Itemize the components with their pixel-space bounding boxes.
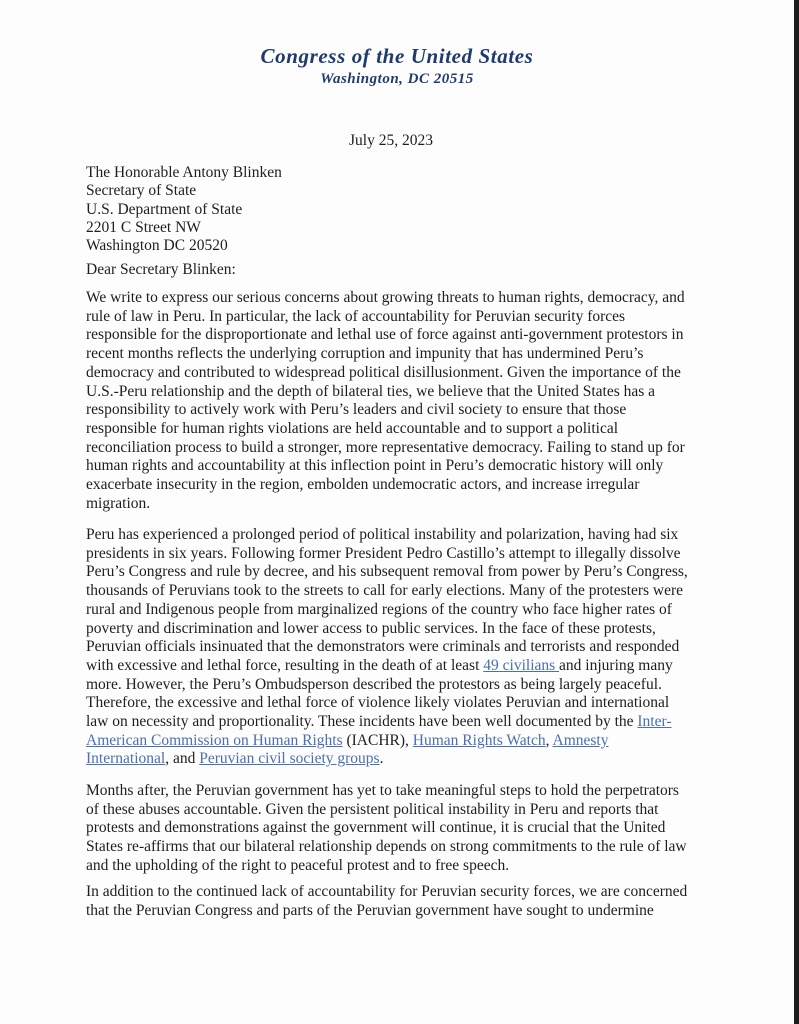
text-segment: with excessive and lethal force, resulting in the death of at least	[86, 656, 484, 674]
text-line	[86, 713, 736, 732]
recipient-city: Washington DC 20520	[86, 237, 228, 255]
text-line: U.S.-Peru relationship and the depth of bilateral ties, we believe that the United States has a	[86, 382, 656, 400]
text-segment: .	[379, 750, 384, 768]
text-line: reconciliation process to build a stronger, more representative democracy. Failing to stand up for	[86, 438, 685, 456]
text-line: responsible for human rights violations are held accountable and to support a political	[86, 419, 619, 437]
text-line: Peruvian officials insinuated that the demonstrators were criminals and terrorists and responded	[86, 638, 680, 656]
text-segment: ,	[545, 731, 553, 749]
text-line: States re-affirms that our bilateral relationship depends on strong commitments to the rule of law	[86, 838, 687, 856]
letterhead	[0, 44, 794, 89]
text-segment: law on necessity and proportionality. These incidents have been well documented by the	[86, 713, 638, 731]
text-segment: and injuring many	[559, 656, 673, 674]
text-line: of these abuses accountable. Given the persistent political instability in Peru and reports that	[86, 800, 659, 818]
text-line: exacerbate insecurity in the region, embolden undemocratic actors, and increase irregular	[86, 476, 640, 494]
recipient-street: 2201 C Street NW	[86, 218, 201, 236]
window-edge	[794, 0, 799, 1024]
salutation: Dear Secretary Blinken:	[86, 261, 236, 278]
recipient-title: Secretary of State	[86, 182, 197, 200]
text-line: human rights and accountability at this inflection point in Peru’s democratic history will only	[86, 457, 664, 475]
text-line: more. However, the Peru’s Ombudsperson described the protestors as being largely peaceful.	[86, 675, 662, 693]
letterhead-subtitle: Washington, DC 20515	[320, 71, 474, 87]
recipient-department: U.S. Department of State	[86, 200, 243, 218]
recipient-address	[86, 164, 282, 255]
link-iachr[interactable]: Inter-	[637, 713, 672, 731]
text-line: responsible for the disproportionate and lethal use of force against anti-government protestors in	[86, 326, 684, 344]
paragraph-2	[86, 526, 736, 769]
letter-date: July 25, 2023	[349, 132, 433, 149]
text-line: responsibility to actively work with Peru’s leaders and civil society to ensure that those	[86, 401, 627, 419]
text-line: recent months reflects the underlying corruption and impunity that has undermined Peru’s	[86, 345, 644, 363]
paragraph-3	[86, 782, 736, 876]
text-line: democracy and contributed to widespread political disillusionment. Given the importance of the	[86, 363, 681, 381]
link-iachr[interactable]: American Commission on Human Rights	[86, 731, 343, 749]
text-line: We write to express our serious concerns about growing threats to human rights, democracy, and	[86, 289, 685, 306]
text-line: migration.	[86, 494, 151, 512]
text-line: rule of law in Peru. In particular, the lack of accountability for Peruvian security forces	[86, 307, 626, 325]
link-peruvian-civil-society-groups[interactable]: Peruvian civil society groups	[199, 750, 380, 768]
text-line: In addition to the continued lack of accountability for Peruvian security forces, we are concerned	[86, 883, 688, 900]
paragraph-4	[86, 883, 736, 920]
text-line: Peru’s Congress and rule by decree, and his subsequent removal from power by Peru’s Congress,	[86, 563, 688, 581]
text-line: Months after, the Peruvian government has yet to take meaningful steps to hold the perpetrators	[86, 782, 679, 799]
text-line: that the Peruvian Congress and parts of the Peruvian government have sought to undermine	[86, 901, 654, 919]
text-line: thousands of Peruvians took to the streets to call for early elections. Many of the protesters were	[86, 582, 684, 600]
text-line	[86, 750, 736, 769]
text-line	[86, 657, 736, 676]
text-segment: (IACHR),	[342, 731, 413, 749]
text-line: Peru has experienced a prolonged period of political instability and polarization, having had six	[86, 526, 679, 543]
text-segment: , and	[165, 750, 200, 768]
text-line: and the upholding of the right to peaceful protest and to free speech.	[86, 856, 510, 874]
link-49-civilians[interactable]: 49 civilians	[483, 656, 560, 674]
text-line: Therefore, the excessive and lethal force of violence likely violates Peruvian and international	[86, 694, 670, 712]
letterhead-title: Congress of the United States	[260, 44, 534, 68]
link-amnesty-international[interactable]: Amnesty	[552, 731, 609, 749]
text-line: presidents in six years. Following former President Pedro Castillo’s attempt to illegally dissolve	[86, 544, 681, 562]
text-line: rural and Indigenous people from marginalized regions of the country who face higher rates of	[86, 600, 672, 618]
text-line: protests and demonstrations against the government will continue, it is crucial that the United	[86, 819, 666, 837]
text-line: poverty and discrimination and lower access to public services. In the face of these protests,	[86, 619, 656, 637]
text-line	[86, 732, 736, 751]
link-human-rights-watch[interactable]: Human Rights Watch	[412, 731, 546, 749]
paragraph-1	[86, 289, 736, 513]
link-amnesty-international[interactable]: International	[86, 750, 166, 768]
recipient-name: The Honorable Antony Blinken	[86, 164, 282, 181]
